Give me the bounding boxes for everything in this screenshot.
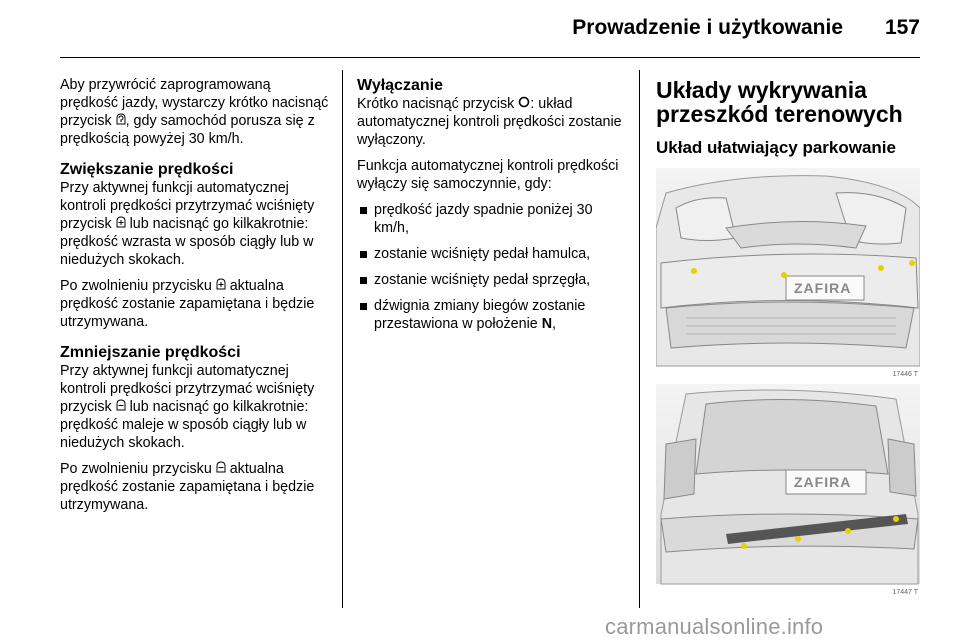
subsection-heading: Układ ułatwiający parkowanie — [656, 138, 896, 157]
list-item: zostanie wciśnięty pedał sprzęgła, — [357, 271, 629, 289]
figure-code: 17447 T — [892, 589, 918, 596]
cruise-minus-icon — [216, 461, 226, 473]
header-rule — [60, 57, 920, 58]
rear-bumper-badge: ZAFIRA — [794, 474, 852, 490]
cruise-plus-icon — [216, 278, 226, 290]
gear-n: N — [541, 316, 553, 332]
off-paragraph-2: Funkcja automatycznej kontroli prędkości wyłączy się samoczynnie, gdy: — [357, 158, 619, 192]
increase-paragraph-2: Po zwolnieniu przycisku aktualna prędkość zostanie zapamiętana i będzie utrzymywana. — [60, 278, 315, 330]
list-item: prędkość jazdy spadnie poniżej 30 km/h, — [357, 201, 629, 237]
cruise-minus-icon — [116, 399, 126, 411]
list-item: zostanie wciśnięty pedał hamulca, — [357, 245, 629, 263]
column-divider-1 — [342, 70, 343, 608]
increase-paragraph-1: Przy aktywnej funkcji automatycznej kontroli prędkości przytrzymać wciśnięty przycisk lub nacisnąć go kilkakrotnie: prędkość wzrasta w sposób ciągły lub w niedużych skokach. — [60, 180, 315, 268]
off-conditions-list — [357, 201, 629, 333]
cruise-off-icon — [518, 96, 530, 108]
page-number: 157 — [884, 16, 920, 39]
cruise-resume-icon — [116, 113, 126, 125]
cruise-plus-icon — [116, 216, 126, 228]
off-paragraph-1: Krótko nacisnąć przycisk : układ automatycznej kontroli prędkości zostanie wyłączony. — [357, 96, 622, 148]
column-3 — [656, 78, 924, 158]
column-1 — [60, 76, 332, 522]
front-bumper-badge: ZAFIRA — [794, 280, 852, 296]
page-header — [0, 0, 960, 62]
column-2 — [357, 76, 629, 341]
watermark[interactable]: carmanualsonline.info — [605, 614, 824, 639]
column-divider-2 — [639, 70, 640, 608]
decrease-paragraph-1: Przy aktywnej funkcji automatycznej kontroli prędkości przytrzymać wciśnięty przycisk lub nacisnąć go kilkakrotnie: prędkość maleje w sposób ciągły lub w niedużych skokach. — [60, 363, 315, 451]
front-parking-sensors-illustration — [656, 168, 920, 380]
header-title: Prowadzenie i użytkowanie — [572, 16, 843, 39]
decrease-paragraph-2: Po zwolnieniu przycisku aktualna prędkość zostanie zapamiętana i będzie utrzymywana. — [60, 461, 315, 513]
increase-heading: Zwiększanie prędkości — [60, 161, 234, 178]
front-car-drawing — [656, 168, 920, 380]
decrease-heading: Zmniejszanie prędkości — [60, 344, 241, 361]
rear-parking-sensors-illustration — [656, 384, 920, 598]
section-heading: Układy wykrywania przeszkód terenowych — [656, 77, 903, 127]
off-heading: Wyłączanie — [357, 77, 443, 94]
rear-car-drawing — [656, 384, 920, 598]
resume-paragraph: Aby przywrócić zaprogramowaną prędkość jazdy, wystarczy krótko nacisnąć przycisk , gdy samochód porusza się z prędkością powyżej 30 km/h. — [60, 77, 329, 147]
figure-code: 17446 T — [892, 371, 918, 378]
list-item: dźwignia zmiany biegów zostanie przestawiona w położenie N, — [357, 297, 629, 333]
